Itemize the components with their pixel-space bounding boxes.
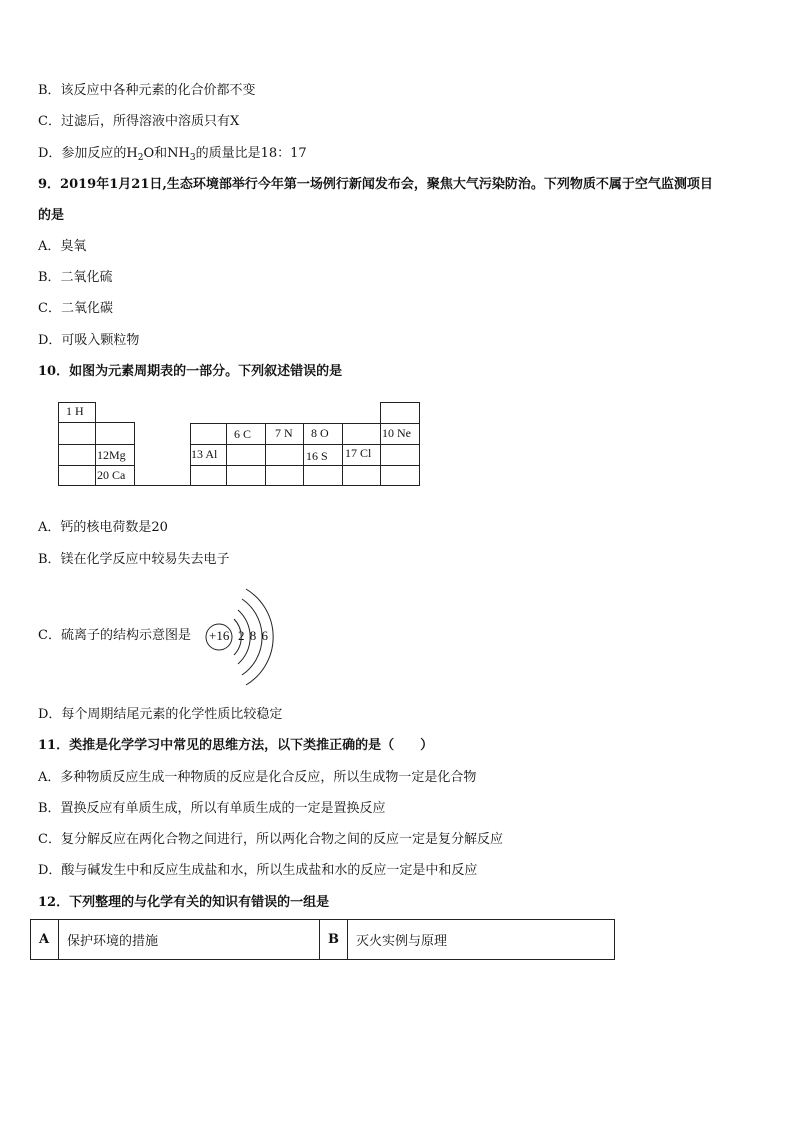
pt-cell-r2-c7 [342, 423, 381, 445]
q12-col-a-letter: A [31, 920, 59, 960]
q9-stem-line1: 9．2019年1月21日,生态环境部举行今年第一场例行新闻发布会，聚焦大气污染防治。下列物质不属于空气监测项目 [38, 177, 713, 192]
q12-table [30, 919, 615, 960]
q11-option-a: A．多种物质反应生成一种物质的反应是化合反应，所以生成物一定是化合物 [38, 770, 477, 785]
q10-option-c: C．硫离子的结构示意图是 [38, 628, 191, 643]
q8-option-d-sub2: 3 [189, 153, 196, 163]
element-o-label: 8 O [311, 426, 329, 440]
pt-cell-ne-top [380, 402, 420, 424]
sulfur-ion-structure-diagram [204, 585, 294, 689]
element-h-label: 1 H [66, 404, 84, 418]
q11-option-b: B．置换反应有单质生成，所以有单质生成的一定是置换反应 [38, 801, 386, 816]
q12-col-a-title: 保护环境的措施 [59, 920, 320, 960]
q11-option-d: D．酸与碱发生中和反应生成盐和水，所以生成盐和水的反应一定是中和反应 [38, 863, 478, 878]
q8-option-d [38, 146, 307, 162]
atom-nucleus-label: +16 [209, 628, 230, 643]
q10-option-d: D．每个周期结尾元素的化学性质比较稳定 [38, 707, 283, 722]
q8-option-d-sub1: 2 [137, 153, 144, 163]
q8-option-d-mid: O和NH [143, 146, 190, 161]
q9-option-c: C．二氧化碳 [38, 301, 113, 316]
q8-option-d-prefix: D．参加反应的H [38, 146, 138, 161]
pt-cell-r4-c6 [303, 465, 343, 486]
element-cl-label: 17 Cl [345, 446, 372, 460]
pt-cell-r4-gap [134, 465, 191, 486]
q11-option-c: C．复分解反应在两化合物之间进行，所以两化合物之间的反应一定是复分解反应 [38, 832, 503, 847]
q10-stem: 10．如图为元素周期表的一部分。下列叙述错误的是 [38, 364, 343, 379]
pt-cell-r2-c2 [95, 422, 135, 445]
pt-cell-r3-c4 [226, 444, 266, 466]
q9-option-a: A．臭氧 [38, 239, 87, 254]
q8-option-d-suffix: 的质量比是18：17 [195, 146, 307, 161]
pt-cell-r2-c1 [58, 422, 96, 445]
q12-col-b-letter: B [320, 920, 348, 960]
element-c-label: 6 C [234, 427, 252, 441]
pt-cell-r3-c8 [380, 444, 420, 466]
element-mg-label: 12Mg [97, 448, 126, 462]
q12-col-b-title: 灭火实例与原理 [348, 920, 615, 960]
element-s-label: 16 S [306, 449, 328, 463]
table-row [31, 920, 615, 960]
pt-cell-r3-c1 [58, 444, 96, 466]
pt-cell-r4-c4 [226, 465, 266, 486]
pt-cell-r4-c7 [342, 465, 381, 486]
q10-option-b: B．镁在化学反应中较易失去电子 [38, 552, 230, 567]
pt-cell-r4-c3 [190, 465, 227, 486]
element-ca-label: 20 Ca [97, 468, 126, 482]
element-ne-label: 10 Ne [382, 426, 411, 440]
pt-cell-r3-c5 [265, 444, 304, 466]
q9-option-d: D．可吸入颗粒物 [38, 333, 140, 348]
pt-cell-r2-c3 [190, 423, 227, 445]
q12-stem: 12．下列整理的与化学有关的知识有错误的一组是 [38, 895, 330, 910]
q8-option-b: B．该反应中各种元素的化合价都不变 [38, 83, 256, 98]
q9-stem-line2: 的是 [38, 208, 65, 223]
pt-cell-r4-c1 [58, 465, 96, 486]
element-n-label: 7 N [275, 426, 293, 440]
q8-option-c: C．过滤后，所得溶液中溶质只有X [38, 114, 240, 129]
pt-cell-r4-c8 [380, 465, 420, 486]
atom-shells-label: 2 8 6 [238, 628, 269, 643]
q11-stem: 11．类推是化学学习中常见的思维方法，以下类推正确的是（ ） [38, 738, 434, 753]
element-al-label: 13 Al [191, 447, 218, 461]
q10-option-a: A．钙的核电荷数是20 [38, 520, 168, 535]
q9-option-b: B．二氧化硫 [38, 270, 113, 285]
pt-cell-r4-c5 [265, 465, 304, 486]
